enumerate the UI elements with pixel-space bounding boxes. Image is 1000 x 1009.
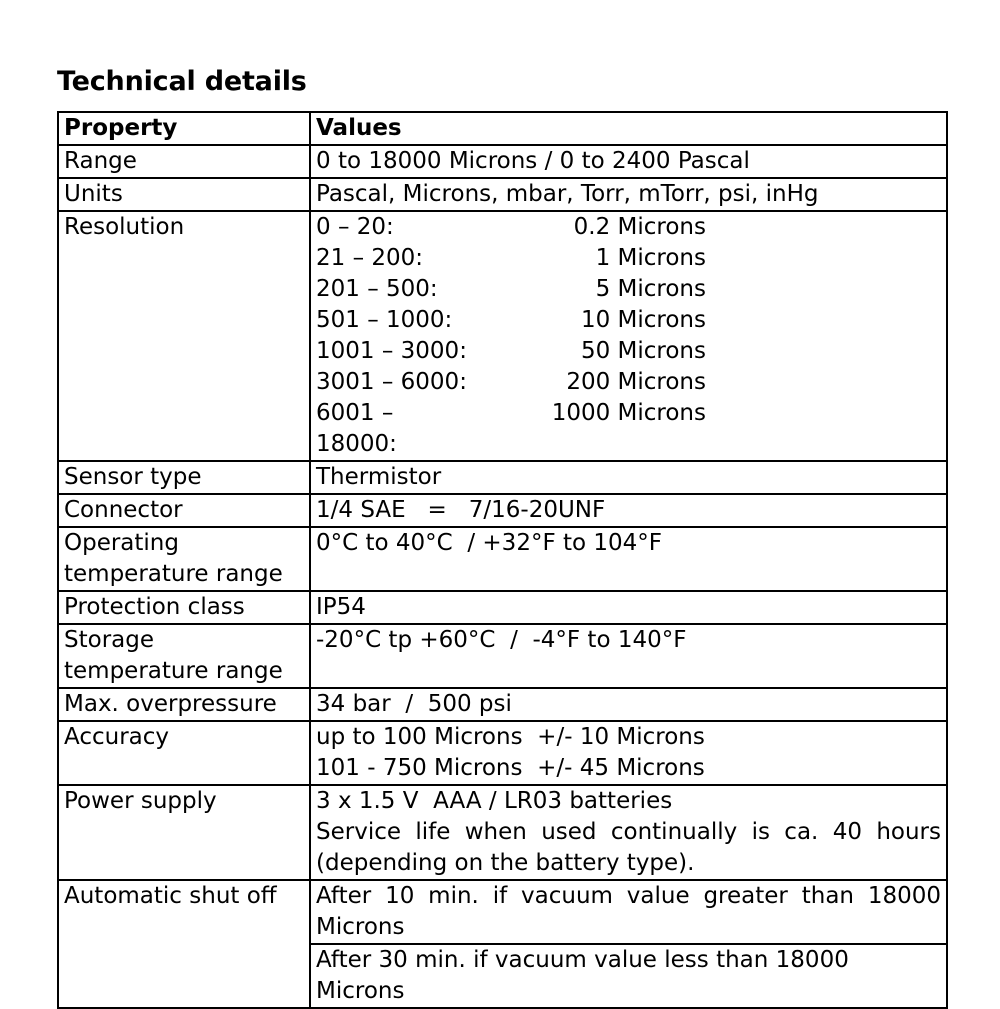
property-column-header: Property	[58, 112, 310, 145]
value-cell: 34 bar / 500 psi	[310, 688, 947, 721]
power-service-life: Service life when used continually is ca. 40 hours (depending on the battery type).	[316, 819, 941, 876]
resolution-value: 1 Microns	[595, 245, 706, 271]
power-values-cell	[310, 785, 947, 880]
property-cell: Operating temperature range	[58, 527, 310, 591]
property-cell: Automatic shut off	[58, 880, 310, 1008]
table-row	[58, 211, 947, 461]
resolution-value: 200 Microns	[566, 369, 706, 395]
value-cell: Pascal, Microns, mbar, Torr, mTorr, psi, inHg	[310, 178, 947, 211]
resolution-value: 50 Microns	[580, 338, 706, 364]
value-cell: IP54	[310, 591, 947, 624]
value-cell: Thermistor	[310, 461, 947, 494]
property-cell: Accuracy	[58, 721, 310, 785]
table-row	[58, 591, 947, 624]
value-cell: -20°C tp +60°C / -4°F to 140°F	[310, 624, 947, 688]
resolution-range: 3001 – 6000:	[316, 369, 467, 395]
table-row	[58, 688, 947, 721]
resolution-values-cell	[310, 211, 947, 461]
property-cell: Storage temperature range	[58, 624, 310, 688]
table-row	[58, 527, 947, 591]
power-line: 3 x 1.5 V AAA / LR03 batteries	[316, 788, 673, 814]
resolution-line	[316, 305, 941, 336]
values-column-header: Values	[310, 112, 947, 145]
resolution-range: 0 – 20:	[316, 214, 394, 240]
table-row	[58, 880, 947, 944]
table-row	[58, 461, 947, 494]
table-row	[58, 178, 947, 211]
table-header-row	[58, 112, 947, 145]
accuracy-values-cell	[310, 721, 947, 785]
resolution-value: 5 Microns	[595, 276, 706, 302]
page-title: Technical details	[57, 66, 307, 97]
resolution-line	[316, 274, 941, 305]
table-row	[58, 145, 947, 178]
property-cell: Range	[58, 145, 310, 178]
resolution-value: 1000 Microns	[551, 400, 706, 426]
resolution-value: 10 Microns	[580, 307, 706, 333]
resolution-value: 0.2 Microns	[573, 214, 706, 240]
property-cell: Resolution	[58, 211, 310, 461]
value-cell: 1/4 SAE = 7/16-20UNF	[310, 494, 947, 527]
accuracy-line: 101 - 750 Microns +/- 45 Microns	[316, 755, 705, 781]
table-row	[58, 494, 947, 527]
property-cell: Sensor type	[58, 461, 310, 494]
table-row	[58, 785, 947, 880]
resolution-range: 201 – 500:	[316, 276, 438, 302]
accuracy-line: up to 100 Microns +/- 10 Microns	[316, 724, 705, 750]
table-row	[58, 624, 947, 688]
resolution-range: 501 – 1000:	[316, 307, 453, 333]
resolution-range: 1001 – 3000:	[316, 338, 467, 364]
resolution-range: 21 – 200:	[316, 245, 424, 271]
resolution-line	[316, 243, 941, 274]
property-cell: Units	[58, 178, 310, 211]
value-cell: 0°C to 40°C / +32°F to 104°F	[310, 527, 947, 591]
technical-details-table	[57, 111, 948, 1009]
property-cell: Power supply	[58, 785, 310, 880]
property-cell: Max. overpressure	[58, 688, 310, 721]
table-row	[58, 721, 947, 785]
property-cell: Protection class	[58, 591, 310, 624]
resolution-line	[316, 212, 941, 243]
property-cell: Connector	[58, 494, 310, 527]
resolution-line	[316, 367, 941, 398]
resolution-line	[316, 398, 941, 460]
value-cell: 0 to 18000 Microns / 0 to 2400 Pascal	[310, 145, 947, 178]
value-cell: After 30 min. if vacuum value less than 18000 Microns	[310, 944, 947, 1008]
resolution-line	[316, 336, 941, 367]
value-cell: After 10 min. if vacuum value greater than 18000 Microns	[310, 880, 947, 944]
resolution-range: 6001 – 18000:	[316, 400, 397, 457]
